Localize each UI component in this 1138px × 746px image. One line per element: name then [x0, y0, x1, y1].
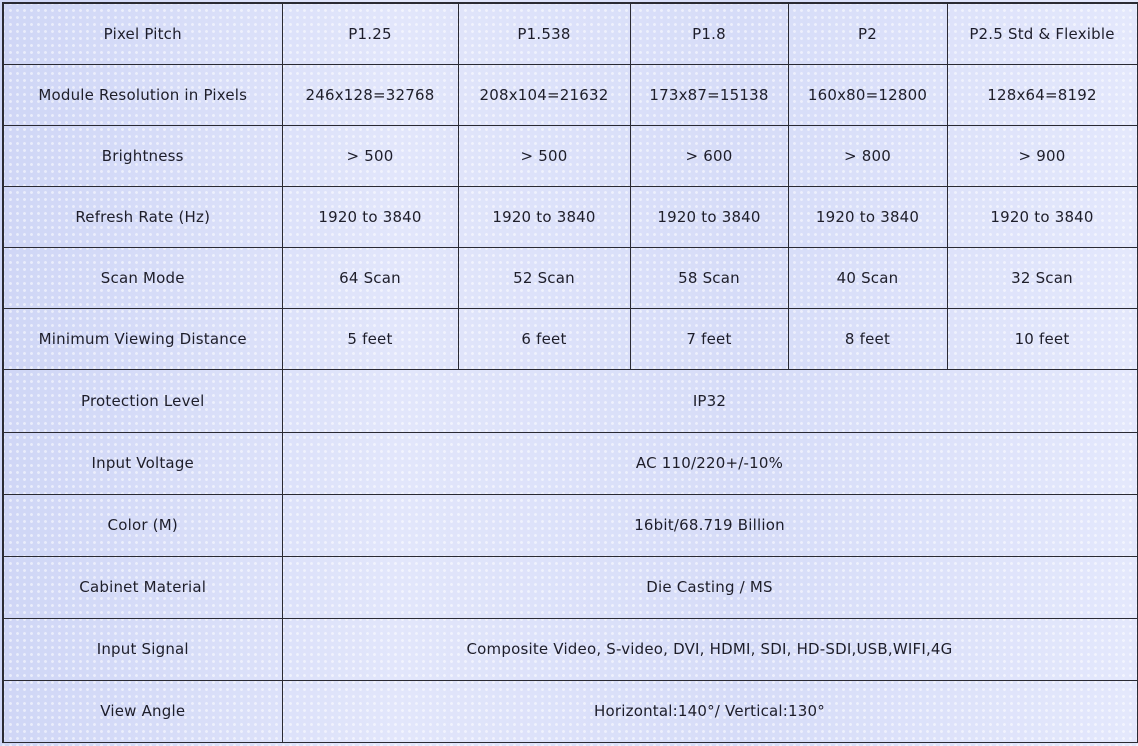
table-row-cabinet-material — [3, 556, 1137, 618]
table-cell: 246x128=32768 — [282, 65, 458, 126]
table-row-pixel-pitch — [3, 3, 1137, 65]
table-row-module-resolution — [3, 65, 1137, 126]
table-cell: 173x87=15138 — [630, 65, 788, 126]
row-label: Input Signal — [3, 618, 282, 680]
table-cell: 52 Scan — [458, 248, 630, 309]
table-cell: P1.8 — [630, 3, 788, 65]
row-label: Protection Level — [3, 370, 282, 432]
table-cell: 58 Scan — [630, 248, 788, 309]
table-cell: > 600 — [630, 126, 788, 187]
table-row-input-signal — [3, 618, 1137, 680]
table-row-viewing-distance — [3, 309, 1137, 370]
table-cell: 10 feet — [947, 309, 1137, 370]
table-cell: 7 feet — [630, 309, 788, 370]
table-cell-merged: Composite Video, S-video, DVI, HDMI, SDI, HD-SDI,USB,WIFI,4G — [282, 618, 1137, 680]
row-label: Input Voltage — [3, 432, 282, 494]
table-row-brightness — [3, 126, 1137, 187]
table-cell: 32 Scan — [947, 248, 1137, 309]
table-cell: 1920 to 3840 — [947, 187, 1137, 248]
table-cell-merged: IP32 — [282, 370, 1137, 432]
table-cell: 40 Scan — [788, 248, 947, 309]
table-row-input-voltage — [3, 432, 1137, 494]
row-label: Scan Mode — [3, 248, 282, 309]
row-label: Pixel Pitch — [3, 3, 282, 65]
table-cell-merged: AC 110/220+/-10% — [282, 432, 1137, 494]
row-label: Minimum Viewing Distance — [3, 309, 282, 370]
table-cell-merged: Horizontal:140°/ Vertical:130° — [282, 680, 1137, 742]
table-cell-merged: Die Casting / MS — [282, 556, 1137, 618]
table-row-refresh-rate — [3, 187, 1137, 248]
table-cell: 1920 to 3840 — [458, 187, 630, 248]
row-label: View Angle — [3, 680, 282, 742]
table-cell: 1920 to 3840 — [282, 187, 458, 248]
row-label: Cabinet Material — [3, 556, 282, 618]
row-label: Refresh Rate (Hz) — [3, 187, 282, 248]
row-label: Color (M) — [3, 494, 282, 556]
table-row-protection-level — [3, 370, 1137, 432]
table-cell: 8 feet — [788, 309, 947, 370]
table-row-scan-mode — [3, 248, 1137, 309]
table-cell: > 900 — [947, 126, 1137, 187]
table-cell: > 800 — [788, 126, 947, 187]
table-row-color — [3, 494, 1137, 556]
table-cell: > 500 — [458, 126, 630, 187]
row-label: Brightness — [3, 126, 282, 187]
table-cell: 1920 to 3840 — [788, 187, 947, 248]
table-cell: P1.538 — [458, 3, 630, 65]
spec-table — [2, 2, 1138, 743]
table-cell: 6 feet — [458, 309, 630, 370]
table-cell-merged: 16bit/68.719 Billion — [282, 494, 1137, 556]
table-cell: 160x80=12800 — [788, 65, 947, 126]
table-cell: 64 Scan — [282, 248, 458, 309]
table-cell: > 500 — [282, 126, 458, 187]
row-label: Module Resolution in Pixels — [3, 65, 282, 126]
table-cell: 208x104=21632 — [458, 65, 630, 126]
table-row-view-angle — [3, 680, 1137, 742]
table-cell: 1920 to 3840 — [630, 187, 788, 248]
table-cell: P2.5 Std & Flexible — [947, 3, 1137, 65]
table-cell: 5 feet — [282, 309, 458, 370]
table-cell: P2 — [788, 3, 947, 65]
table-cell: P1.25 — [282, 3, 458, 65]
table-cell: 128x64=8192 — [947, 65, 1137, 126]
